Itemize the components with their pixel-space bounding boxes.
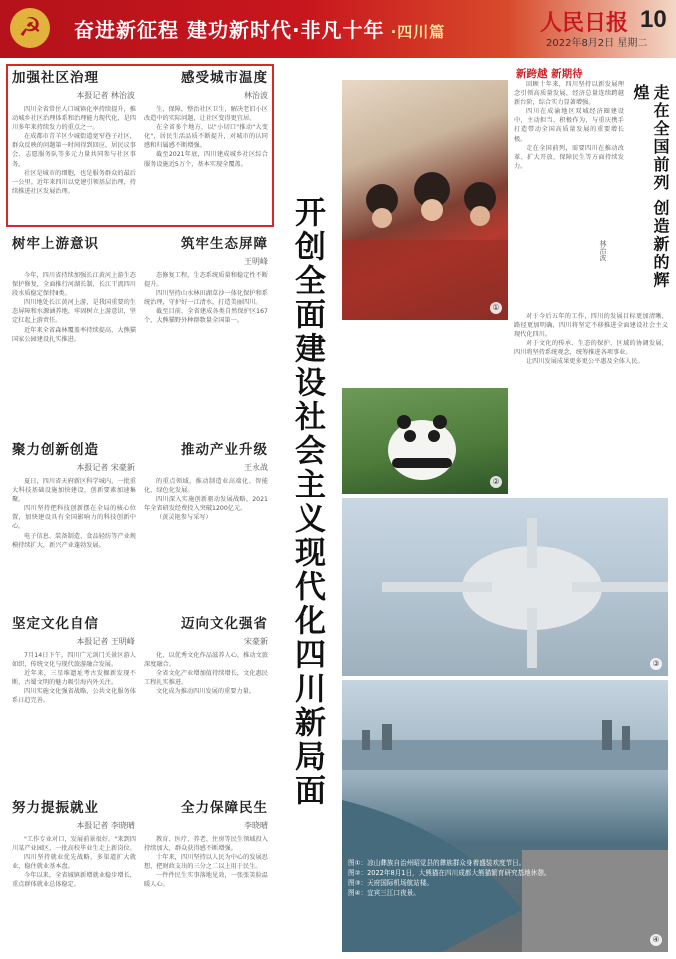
byline-left: 本报记者 李晓晴	[76, 821, 135, 830]
byline-right: 宋豪新	[244, 637, 268, 646]
caption-4: 图④：宜宾三江口夜景。	[348, 889, 420, 897]
sidebar-header	[516, 62, 668, 80]
article-col-right: 生，保障，整治社区卫生，解决老旧小区改造中的实际问题，让社区变得更宜居。 在全省多个地方，以"小切口"推动"大变化"，居民生活品质不断提升，对城市的认同感和归属感不断增强。 截至2021年底，四川建成城乡社区综合服务设施近5万个，基本实现全覆盖。	[144, 106, 268, 168]
article-head-left: 树牢上游意识	[12, 236, 99, 252]
sidebar-author: 林治波	[599, 240, 607, 261]
photo-captions	[348, 858, 648, 898]
article-employment[interactable]	[8, 796, 272, 959]
article-ecology[interactable]	[8, 232, 272, 431]
article-culture[interactable]	[8, 612, 272, 781]
article-head-right: 筑牢生态屏障	[181, 236, 268, 252]
photo-2-illustration	[342, 388, 508, 494]
article-col-right: 态修复工程，生态系统质量和稳定性不断提升。 四川坚持山水林田湖草沙一体化保护和系统治理，守护好一江清水，打造美丽四川。 截至目前，全省建成各类自然保护区167个，大熊猫野外种群数量全国第一。	[144, 272, 268, 325]
sidebar-label: 新跨越 新期待	[516, 68, 583, 80]
photo-3-illustration	[342, 498, 668, 676]
article-head-left: 加强社区治理	[12, 70, 99, 86]
byline-right: 李晓晴	[244, 821, 268, 830]
photo-number: ④	[650, 934, 662, 946]
page-banner	[0, 0, 676, 58]
caption-3: 图③：天府国际机场航站楼。	[348, 879, 434, 887]
article-head-left: 坚定文化自信	[12, 616, 99, 632]
article-col-left: 夏日，四川省天府新区科学城内，一批重大科技基础设施加快建设，创新要素加速集聚。 四川坚持把科技创新摆在全局的核心位置，加快建设具有全国影响力的科技创新中心。 电子信息、装备制造、食品轻纺等产业规模持续扩大，新兴产业蓬勃发展。	[12, 478, 136, 549]
middle-column-text: 对于今后五年的工作，四川的发展目标更加清晰，路径更加明确，四川将坚定不移推进全面建设社会主义现代化四川。 对于文化的传承、生态的保护、区域的协调发展，四川将坚持系统观念，统筹推进各项事业。 让四川发展成果更多更公平惠及全体人民。	[514, 313, 668, 366]
sidebar-title: 走在全国前列 创造新的辉煌	[631, 84, 670, 290]
photo-number: ①	[490, 302, 502, 314]
byline-left: 本报记者 林治波	[76, 91, 135, 100]
article-col-right: 教育、医疗、养老、住房等民生领域投入持续加大，群众获得感不断增强。 十年来，四川坚持以人民为中心的发展思想，把财政支出的三分之二以上用于民生。 一件件民生实事落地见效，一张张笑脸温暖人心。	[144, 836, 268, 889]
article-head-right: 全力保障民生	[181, 800, 268, 816]
article-col-right: 化，以优秀文化作品滋养人心，推动文旅深度融合。 全省文化产业增加值持续增长，文化惠民工程扎实推进。 文化成为推动四川发展的重要力量。	[144, 652, 268, 696]
sidebar-body: 回顾十年来，四川坚持以新发展理念引领高质量发展，经济总量连续跨越新台阶，综合实力显著增强。 四川在成渝地区双城经济圈建设中，主动担当、积极作为，与重庆携手打造带动全国高质量发展的重要增长极。 走在全国前列，需要四川在推动改革、扩大开放、保障民生等方面持续发力。	[514, 81, 624, 170]
article-col-left: "工作专业对口，发展前景很好。"来到四川某产业园区，一批高校毕业生走上新岗位。 四川坚持就业优先战略，多渠道扩大就业，稳住就业基本盘。 今年以来，全省城镇新增就业稳步增长，重点群体就业总体稳定。	[12, 836, 136, 889]
article-col-left: 四川全省常住人口城镇化率持续提升，推动城乡社区治理体系和治理能力现代化，是四川多年来持续发力的重点之一。 在成都市青羊区少城街道宽窄巷子社区，群众反映的问题第一时间得到回应，居民议事会、志愿服务队等多元力量共同参与社区事务。 社区是城市的细胞，也是服务群众的最后一公里。近年来四川以党建引领基层治理，持续推进社区发展治理。	[12, 106, 136, 195]
article-head-right: 推动产业升级	[181, 442, 268, 458]
party-emblem-icon: ☭	[10, 8, 50, 48]
byline-left	[12, 256, 135, 267]
photo-1-illustration	[342, 80, 508, 320]
article-head-left: 聚力创新创造	[12, 442, 99, 458]
byline-right: 王永战	[244, 463, 268, 472]
article-col-right: 的重点领域，推动制造业高端化、智能化、绿色化发展。 四川深入实施创新驱动发展战略，2021年全省研发经费投入突破1200亿元。 （黄灵艳参与采写）	[144, 478, 268, 522]
banner-subtitle: ·四川篇	[390, 23, 446, 41]
caption-1: 图①：凉山彝族自治州昭觉县的彝族群众身着盛装欢度节日。	[348, 859, 526, 867]
byline-right: 王明峰	[244, 257, 268, 266]
masthead-logo: 人民日报	[540, 10, 629, 36]
photo-yi-festival	[342, 80, 508, 320]
photo-panda	[342, 388, 508, 494]
article-col-left: 今年，四川省持续加强长江黄河上游生态保护修复，全面推行河湖长制，长江干流四川段水质稳定保持Ⅱ类。 四川地处长江黄河上游，是我国重要的生态屏障和水源涵养地。牢固树立上游意识，坚定扛起上游责任。 近年来全省森林覆盖率持续提高，大熊猫国家公园建设扎实推进。	[12, 272, 136, 343]
article-head-right: 感受城市温度	[181, 70, 268, 86]
article-col-left: 7月14日下午，四川广元剑门关景区游人如织，传统文化与现代旅游融合发展。 近年来，三星堆遗址考古发掘新发现不断，古蜀文明的魅力吸引海内外关注。 四川实施文化强省战略，公共文化服务体系日趋完善。	[12, 652, 136, 705]
photo-number: ②	[490, 476, 502, 488]
photo-number: ③	[650, 658, 662, 670]
byline-left: 本报记者 王明峰	[76, 637, 135, 646]
issue-date: 2022年8月2日 星期二	[546, 38, 648, 49]
page-number: 10	[640, 6, 667, 33]
main-headline: 开创全面建设社会主义现代化四川新局面	[289, 196, 325, 808]
article-head-left: 努力提振就业	[12, 800, 99, 816]
photo-river-city	[342, 680, 668, 952]
photo-4-illustration	[342, 680, 668, 952]
caption-2: 图②：2022年8月1日，大熊猫在四川成都大熊猫繁育研究基地休憩。	[348, 869, 551, 877]
byline-right: 林治波	[244, 91, 268, 100]
article-head-right: 迈向文化强省	[181, 616, 268, 632]
banner-title-text: 奋进新征程 建功新时代·非凡十年	[74, 18, 385, 42]
byline-left: 本报记者 宋豪新	[76, 463, 135, 472]
article-innovation[interactable]	[8, 438, 272, 601]
article-community[interactable]	[8, 66, 272, 225]
photo-airport	[342, 498, 668, 676]
banner-title	[74, 14, 445, 43]
